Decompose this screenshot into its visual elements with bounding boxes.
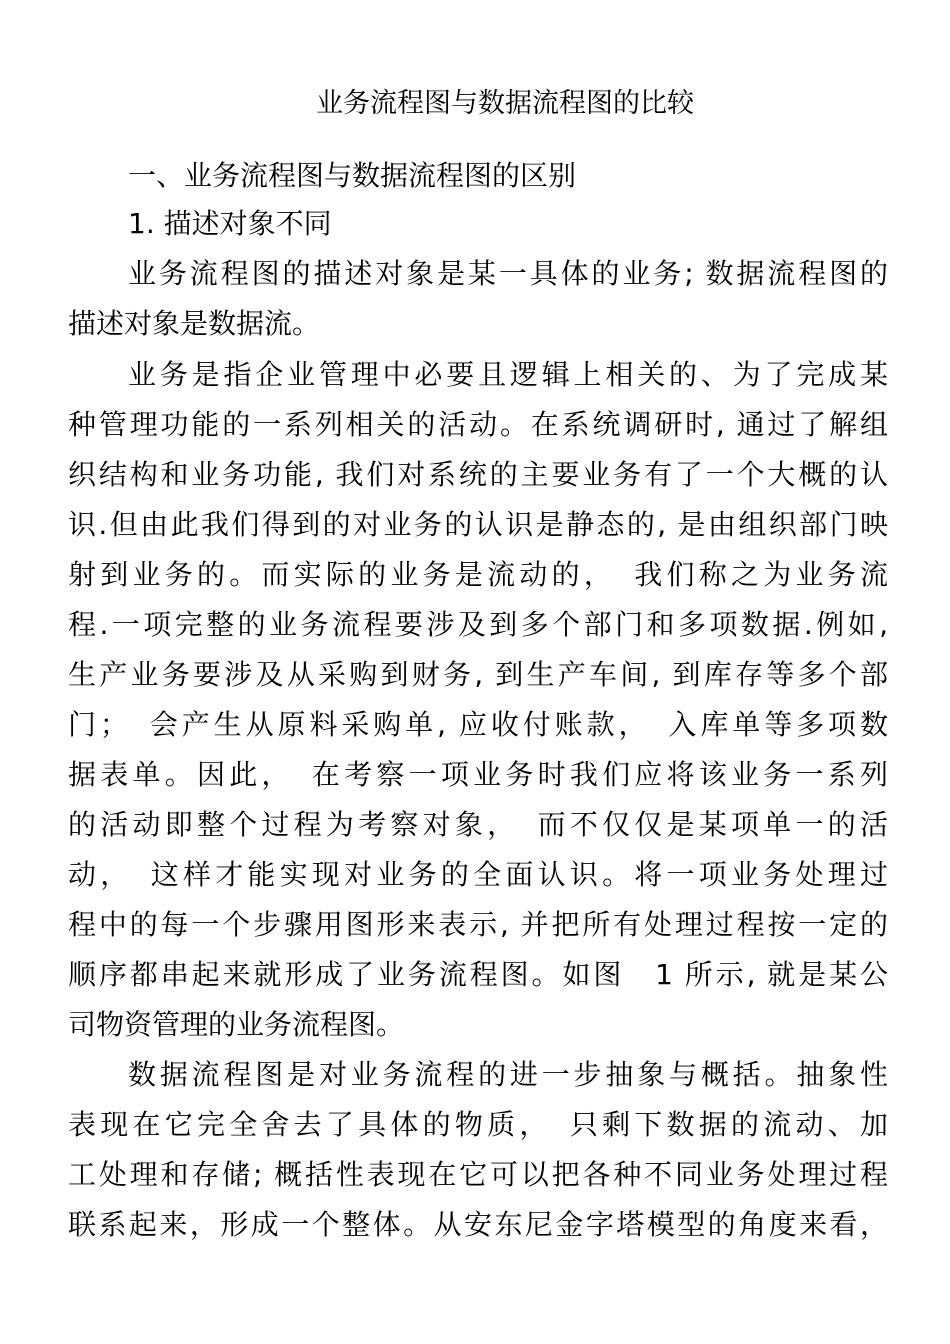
paragraph-line: 织结构和业务功能, 我们对系统的主要业务有了一个大概的认 xyxy=(68,458,888,491)
paragraph-line: 业务是指企业管理中必要且逻辑上相关的、为了完成某 xyxy=(128,358,888,391)
paragraph-line: 表现在它完全舍去了具体的物质， 只剩下数据的流动、加 xyxy=(68,1108,888,1141)
paragraph-line: 门； 会产生从原料采购单, 应收付账款， 入库单等多项数 xyxy=(68,708,888,741)
paragraph-line: 顺序都串起来就形成了业务流程图。如图 1 所示, 就是某公 xyxy=(68,958,888,991)
paragraph-line: 程中的每一个步骤用图形来表示, 并把所有处理过程按一定的 xyxy=(68,908,888,941)
paragraph-line: 射到业务的。而实际的业务是流动的， 我们称之为业务流 xyxy=(68,558,888,591)
paragraph-line: 的活动即整个过程为考察对象， 而不仅仅是某项单一的活 xyxy=(68,808,888,841)
paragraph-line: 工处理和存储; 概括性表现在它可以把各种不同业务处理过程 xyxy=(68,1158,888,1191)
document-title: 业务流程图与数据流程图的比较 xyxy=(316,88,694,119)
paragraph-line: 联系起来，形成一个整体。从安东尼金字塔模型的角度来看， xyxy=(68,1208,888,1241)
paragraph-line: 描述对象是数据流。 xyxy=(68,307,321,340)
paragraph-line: 种管理功能的一系列相关的活动。在系统调研时, 通过了解组 xyxy=(68,408,888,441)
paragraph-line: 司物资管理的业务流程图。 xyxy=(68,1008,405,1041)
paragraph-line: 业务流程图的描述对象是某一具体的业务; 数据流程图的 xyxy=(128,257,888,290)
paragraph-line: 识.但由此我们得到的对业务的认识是静态的, 是由组织部门映 xyxy=(68,508,888,541)
paragraph-line: 数据流程图是对业务流程的进一步抽象与概括。抽象性 xyxy=(128,1058,888,1091)
paragraph-line: 程.一项完整的业务流程要涉及到多个部门和多项数据.例如, xyxy=(68,608,888,641)
subheading: 1. 描述对象不同 xyxy=(128,207,332,240)
paragraph-line: 据表单。因此， 在考察一项业务时我们应将该业务一系列 xyxy=(68,758,888,791)
paragraph-line: 动， 这样才能实现对业务的全面认识。将一项业务处理过 xyxy=(68,858,888,891)
paragraph-line: 生产业务要涉及从采购到财务, 到生产车间, 到库存等多个部 xyxy=(68,658,888,691)
section-heading: 一、业务流程图与数据流程图的区别 xyxy=(128,159,577,192)
